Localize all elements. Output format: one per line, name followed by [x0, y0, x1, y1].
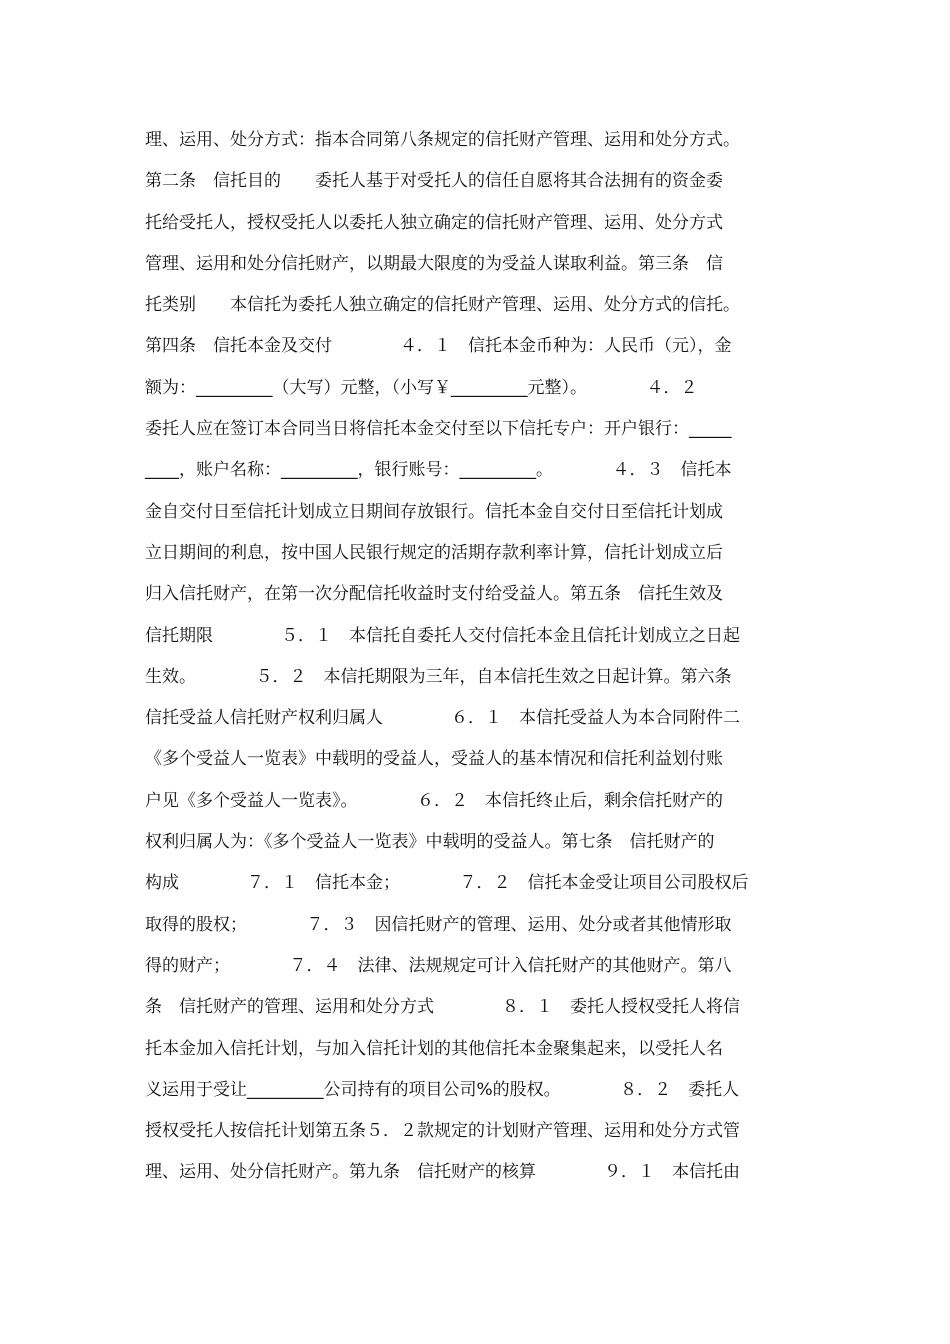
text-line: 第二条 信托目的 委托人基于对受托人的信任自愿将其合法拥有的资金委: [145, 171, 723, 192]
text-line: 理、运用、处分信托财产。第九条 信托财产的核算 ９．１ 本信托由: [145, 1162, 740, 1183]
text-line: 立日期间的利息，按中国人民银行规定的活期存款利率计算，信托计划成立后: [145, 542, 723, 563]
text-line: 《多个受益人一览表》中载明的受益人，受益人的基本情况和信托利益划付账: [145, 749, 723, 770]
text-line: 金自交付日至信托计划成立日期间存放银行。信托本金自交付日至信托计划成: [145, 501, 723, 522]
text-line: 管理、运用和处分信托财产，以期最大限度的为受益人谋取利益。第三条 信: [145, 253, 723, 274]
text-line: 额为：_________（大写）元整，（小写￥_________元整）。 ４．２: [145, 377, 698, 398]
text-line: 信托受益人信托财产权利归属人 ６．１ 本信托受益人为本合同附件二: [145, 708, 740, 729]
text-line: 归入信托财产，在第一次分配信托收益时支付给受益人。第五条 信托生效及: [145, 584, 723, 605]
text-line: 理、运用、处分方式：指本合同第八条规定的信托财产管理、运用和处分方式。: [145, 130, 740, 150]
text-line: 义运用于受让_________公司持有的项目公司%的股权。 ８．２ 委托人: [145, 1079, 740, 1100]
text-line: 授权受托人按信托计划第五条５．２款规定的计划财产管理、运用和处分方式管: [145, 1121, 740, 1142]
text-line: ____，账户名称：_________，银行账号：_________。 ４．３ 信托本: [145, 460, 732, 481]
text-line: 第四条 信托本金及交付 ４．１ 信托本金币种为：人民币（元），金: [145, 336, 732, 357]
text-line: 权利归属人为：《多个受益人一览表》中载明的受益人。第七条 信托财产的: [145, 832, 715, 853]
text-line: 托给受托人，授权受托人以委托人独立确定的信托财产管理、运用、处分方式: [145, 212, 723, 233]
text-line: 取得的股权； ７．３ 因信托财产的管理、运用、处分或者其他情形取: [145, 914, 732, 935]
text-line: 托本金加入信托计划，与加入信托计划的其他信托本金聚集起来，以受托人名: [145, 1038, 723, 1059]
text-line: 委托人应在签订本合同当日将信托本金交付至以下信托专户：开户银行：_____: [145, 419, 732, 440]
contract-body-text: [145, 120, 815, 1194]
text-line: 生效。 ５．２ 本信托期限为三年，自本信托生效之日起计算。第六条: [145, 666, 732, 687]
text-line: 条 信托财产的管理、运用和处分方式 ８．１ 委托人授权受托人将信: [145, 997, 740, 1018]
text-line: 得的财产； ７．４ 法律、法规规定可计入信托财产的其他财产。第八: [145, 955, 732, 976]
text-line: 户见《多个受益人一览表》。 ６．２ 本信托终止后，剩余信托财产的: [145, 790, 723, 811]
text-line: 信托期限 ５．１ 本信托自委托人交付信托本金且信托计划成立之日起: [145, 625, 740, 646]
text-line: 托类别 本信托为委托人独立确定的信托财产管理、运用、处分方式的信托。: [145, 295, 740, 316]
text-line: 构成 ７．１ 信托本金； ７．２ 信托本金受让项目公司股权后: [145, 873, 749, 894]
